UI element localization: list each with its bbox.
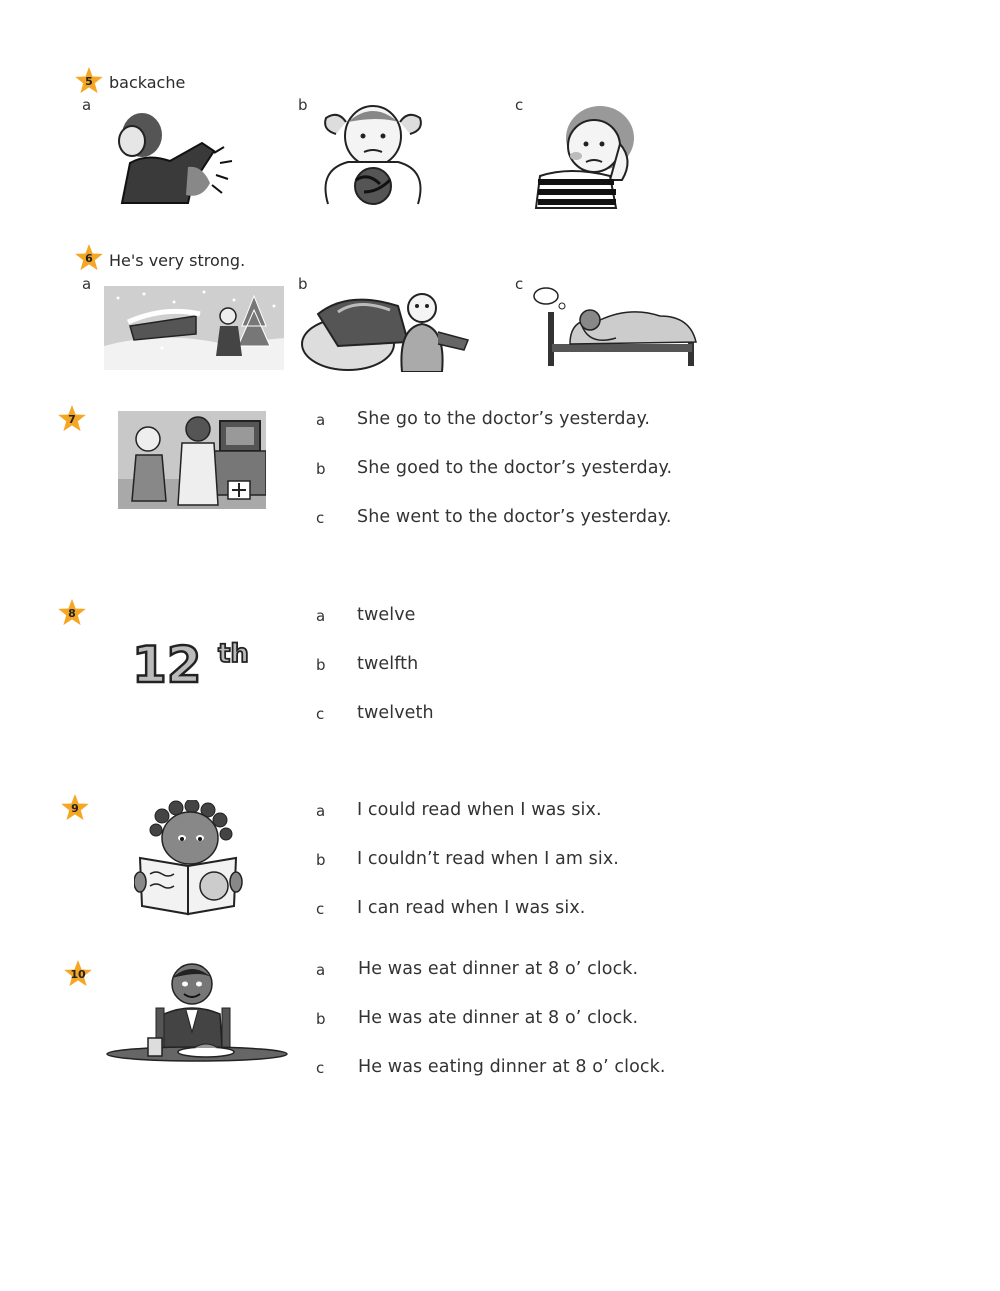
question-5-star-icon bbox=[74, 66, 104, 96]
question-10-option-c-text[interactable]: He was eating dinner at 8 o’ clock. bbox=[358, 1057, 666, 1077]
question-6-number: 6 bbox=[85, 252, 93, 265]
question-10-option-b-text[interactable]: He was ate dinner at 8 o’ clock. bbox=[358, 1008, 639, 1028]
question-8-number: 8 bbox=[68, 607, 76, 620]
question-9-option-c-letter: c bbox=[316, 900, 325, 918]
question-7-star-icon bbox=[57, 404, 87, 434]
question-6-option-b-letter: b bbox=[298, 275, 308, 293]
question-8-option-c-text[interactable]: twelveth bbox=[357, 703, 434, 723]
question-5-option-b-picture[interactable] bbox=[308, 100, 438, 208]
question-8-ordinal-number: 12 bbox=[132, 636, 202, 692]
question-9-picture bbox=[134, 800, 244, 916]
question-8-ordinal-picture bbox=[130, 632, 270, 696]
question-7-option-b-text[interactable]: She goed to the doctor’s yesterday. bbox=[357, 458, 673, 478]
question-9-option-a-letter: a bbox=[316, 802, 326, 820]
question-8-star-icon bbox=[57, 598, 87, 628]
question-10-option-a-letter: a bbox=[316, 961, 326, 979]
question-7-option-c-letter: c bbox=[316, 509, 325, 527]
question-8-option-a-text[interactable]: twelve bbox=[357, 605, 416, 625]
question-6-option-a-picture[interactable] bbox=[104, 286, 284, 370]
question-5-option-a-letter: a bbox=[82, 96, 92, 114]
question-5-number: 5 bbox=[85, 75, 93, 88]
question-10-option-b-letter: b bbox=[316, 1010, 326, 1028]
question-7-option-b-letter: b bbox=[316, 460, 326, 478]
question-5-title: backache bbox=[109, 73, 186, 92]
question-6-option-c-picture[interactable] bbox=[530, 286, 702, 368]
question-5-option-c-letter: c bbox=[515, 96, 524, 114]
question-6-option-a-letter: a bbox=[82, 275, 92, 293]
question-7-option-c-text[interactable]: She went to the doctor’s yesterday. bbox=[357, 507, 672, 527]
question-10-number: 10 bbox=[70, 968, 86, 981]
question-7-picture bbox=[118, 411, 266, 509]
question-7-number: 7 bbox=[68, 413, 76, 426]
question-9-option-c-text[interactable]: I can read when I was six. bbox=[357, 898, 586, 918]
question-9-star-icon bbox=[60, 793, 90, 823]
question-10-option-c-letter: c bbox=[316, 1059, 325, 1077]
question-5-option-b-letter: b bbox=[298, 96, 308, 114]
question-8-option-b-letter: b bbox=[316, 656, 326, 674]
question-10-option-a-text[interactable]: He was eat dinner at 8 o’ clock. bbox=[358, 959, 639, 979]
question-6-option-b-picture[interactable] bbox=[298, 284, 474, 372]
question-10-picture bbox=[106, 962, 288, 1066]
question-5-option-a-picture[interactable] bbox=[102, 105, 242, 205]
question-5-option-c-picture[interactable] bbox=[530, 100, 650, 212]
question-6-title: He's very strong. bbox=[109, 251, 246, 270]
question-8-ordinal-suffix: th bbox=[218, 639, 249, 669]
question-9-option-b-letter: b bbox=[316, 851, 326, 869]
question-10-star-icon bbox=[63, 959, 93, 989]
question-8-option-a-letter: a bbox=[316, 607, 326, 625]
question-6-option-c-letter: c bbox=[515, 275, 524, 293]
question-6-star-icon bbox=[74, 243, 104, 273]
question-7-option-a-text[interactable]: She go to the doctor’s yesterday. bbox=[357, 409, 651, 429]
question-7-option-a-letter: a bbox=[316, 411, 326, 429]
question-9-option-a-text[interactable]: I could read when I was six. bbox=[357, 800, 602, 820]
question-9-number: 9 bbox=[71, 802, 79, 815]
question-8-option-c-letter: c bbox=[316, 705, 325, 723]
question-9-option-b-text[interactable]: I couldn’t read when I am six. bbox=[357, 849, 619, 869]
question-8-option-b-text[interactable]: twelfth bbox=[357, 654, 419, 674]
